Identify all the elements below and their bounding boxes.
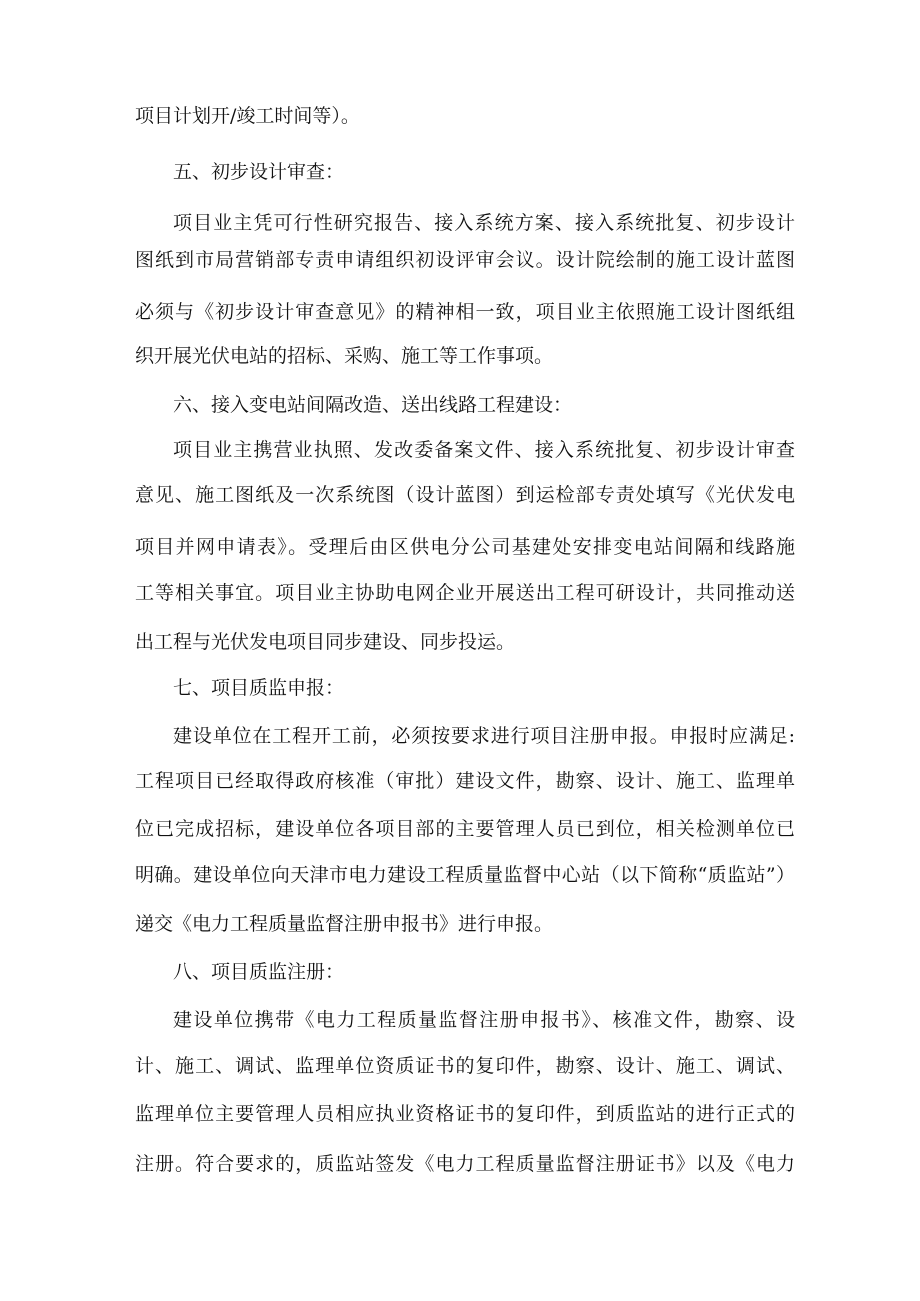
- text-line: 项目计划开/竣工时间等）。: [135, 105, 360, 127]
- text-line: 工等相关事宜。项目业主协助电网企业开展送出工程可研设计，共同推动送: [135, 582, 795, 604]
- section-heading-5: 五、初步设计审查：: [173, 161, 345, 183]
- text-line: 建设单位携带《电力工程质量监督注册申报书》、核准文件，勘察、设: [173, 1009, 795, 1031]
- text-line: 明确。建设单位向天津市电力建设工程质量监督中心站（以下简称“质监站”）: [135, 864, 795, 886]
- section-heading-8: 八、项目质监注册：: [173, 961, 345, 983]
- text-line: 计、施工、调试、监理单位资质证书的复印件，勘察、设计、施工、调试、: [135, 1055, 795, 1077]
- text-line: 图纸到市局营销部专责申请组织初设评审会议。设计院绘制的施工设计蓝图: [135, 249, 795, 271]
- text-line: 项目并网申请表》。受理后由区供电分公司基建处安排变电站间隔和线路施: [135, 536, 795, 558]
- text-line: 工程项目已经取得政府核准（审批）建设文件，勘察、设计、施工、监理单: [135, 770, 795, 792]
- text-line: 注册。符合要求的，质监站签发《电力工程质量监督注册证书》以及《电力: [135, 1153, 795, 1175]
- text-line: 项目业主携营业执照、发改委备案文件、接入系统批复、初步设计审查: [173, 439, 795, 461]
- text-line: 项目业主凭可行性研究报告、接入系统方案、接入系统批复、初步设计: [173, 212, 795, 234]
- text-line: 位已完成招标，建设单位各项目部的主要管理人员已到位，相关检测单位已: [135, 818, 795, 840]
- text-line: 监理单位主要管理人员相应执业资格证书的复印件，到质监站的进行正式的: [135, 1103, 795, 1125]
- text-line: 建设单位在工程开工前，必须按要求进行项目注册申报。申报时应满足:: [173, 725, 795, 747]
- text-line: 递交《电力工程质量监督注册申报书》进行申报。: [135, 913, 554, 935]
- text-line: 意见、施工图纸及一次系统图（设计蓝图）到运检部专责处填写《光伏发电: [135, 484, 795, 506]
- text-line: 出工程与光伏发电项目同步建设、同步投运。: [135, 631, 516, 653]
- section-heading-6: 六、接入变电站间隔改造、送出线路工程建设：: [173, 394, 573, 416]
- text-line: 必须与《初步设计审查意见》的精神相一致，项目业主依照施工设计图纸组: [135, 301, 795, 323]
- section-heading-7: 七、项目质监申报：: [173, 677, 345, 699]
- text-line: 织开展光伏电站的招标、采购、施工等工作事项。: [135, 345, 554, 367]
